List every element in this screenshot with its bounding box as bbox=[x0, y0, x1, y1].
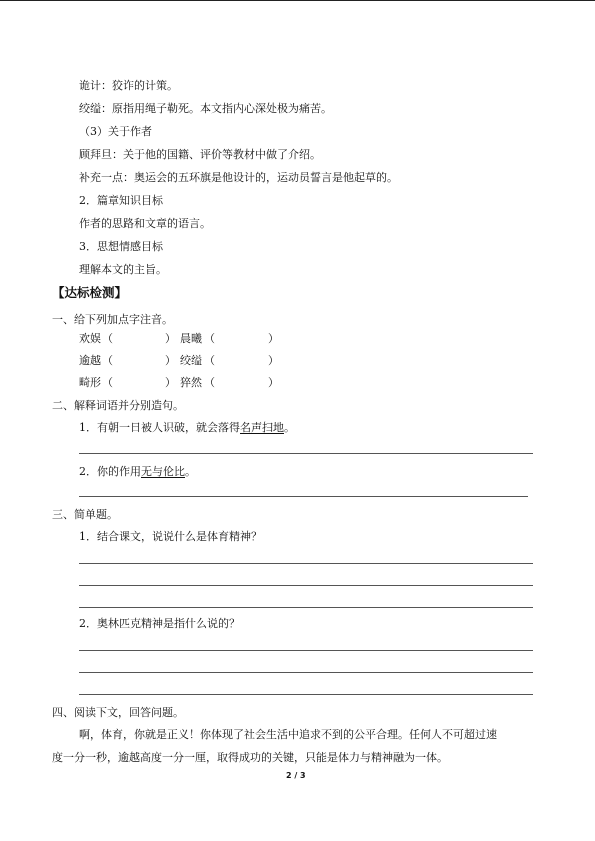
q4-title: 四、阅读下文，回答问题。 bbox=[52, 706, 184, 719]
q2-item-1 bbox=[79, 421, 295, 435]
answer-line[interactable] bbox=[79, 694, 533, 695]
q2-item-1-term: 名声扫地 bbox=[240, 421, 284, 434]
q1-item-3-word: 逾越 bbox=[79, 354, 101, 367]
q1-title: 一、给下列加点字注音。 bbox=[52, 313, 173, 326]
q1-item-6-close: ） bbox=[268, 376, 279, 389]
answer-line[interactable] bbox=[79, 585, 533, 586]
q1-item-5-close: ） bbox=[165, 376, 176, 389]
section-title: 【达标检测】 bbox=[52, 285, 128, 300]
q2-item-2 bbox=[79, 465, 196, 479]
q1-item-3-open: （ bbox=[102, 354, 113, 367]
q1-item-1-close: ） bbox=[165, 332, 176, 345]
q2-item-1-suffix: 。 bbox=[284, 421, 295, 434]
goal2-title: 2．篇章知识目标 bbox=[79, 194, 163, 207]
vocab-jiaoyi: 绞缢：原指用绳子勒死。本文指内心深处极为痛苦。 bbox=[79, 102, 332, 115]
author-heading: （3）关于作者 bbox=[79, 125, 152, 138]
q2-item-2-suffix: 。 bbox=[185, 465, 196, 478]
goal3-title: 3．思想情感目标 bbox=[79, 240, 163, 253]
q1-item-5-word: 畸形 bbox=[79, 376, 101, 389]
q1-item-6-open: （ bbox=[204, 376, 215, 389]
vocab-guiji: 诡计：狡诈的计策。 bbox=[79, 79, 178, 92]
q2-item-1-prefix: 1．有朝一日被人识破，就会落得 bbox=[79, 421, 240, 434]
answer-line[interactable] bbox=[79, 672, 533, 673]
answer-line[interactable] bbox=[79, 453, 533, 454]
q1-item-2-word: 晨曦 bbox=[180, 332, 202, 345]
q1-item-3-close: ） bbox=[165, 354, 176, 367]
top-border-line bbox=[0, 0, 595, 1]
q1-item-6-word: 猝然 bbox=[180, 376, 202, 389]
q1-item-4-word: 绞缢 bbox=[180, 354, 202, 367]
q1-item-1-open: （ bbox=[102, 332, 113, 345]
q2-title: 二、解释词语并分别造句。 bbox=[52, 399, 184, 412]
goal3-text: 理解本文的主旨。 bbox=[79, 263, 167, 276]
q1-item-4-close: ） bbox=[268, 354, 279, 367]
answer-line[interactable] bbox=[79, 650, 533, 651]
q1-item-1-word: 欢娱 bbox=[79, 332, 101, 345]
q2-item-2-prefix: 2．你的作用 bbox=[79, 465, 141, 478]
answer-line[interactable] bbox=[79, 607, 533, 608]
q1-item-2-close: ） bbox=[268, 332, 279, 345]
q3-item-2: 2．奥林匹克精神是指什么说的？ bbox=[79, 617, 240, 630]
q4-passage-line-2: 度一分一秒，逾越高度一分一厘，取得成功的关键，只能是体力与精神融为一体。 bbox=[52, 751, 448, 764]
q1-item-4-open: （ bbox=[204, 354, 215, 367]
author-info: 顾拜旦：关于他的国籍、评价等教材中做了介绍。 bbox=[79, 148, 321, 161]
goal2-text: 作者的思路和文章的语言。 bbox=[79, 217, 211, 230]
q1-item-2-open: （ bbox=[204, 332, 215, 345]
answer-line[interactable] bbox=[79, 563, 533, 564]
q4-passage-line-1: 啊，体育，你就是正义！你体现了社会生活中追求不到的公平合理。任何人不可超过速 bbox=[79, 728, 497, 741]
supplement-note: 补充一点：奥运会的五环旗是他设计的，运动员誓言是他起草的。 bbox=[79, 171, 398, 184]
page-number: 2 / 3 bbox=[286, 771, 306, 780]
q3-item-1: 1．结合课文，说说什么是体育精神？ bbox=[79, 530, 262, 543]
q2-item-2-term: 无与伦比 bbox=[141, 465, 185, 478]
q1-item-5-open: （ bbox=[102, 376, 113, 389]
q3-title: 三、简单题。 bbox=[52, 508, 118, 521]
answer-line[interactable] bbox=[79, 496, 528, 497]
